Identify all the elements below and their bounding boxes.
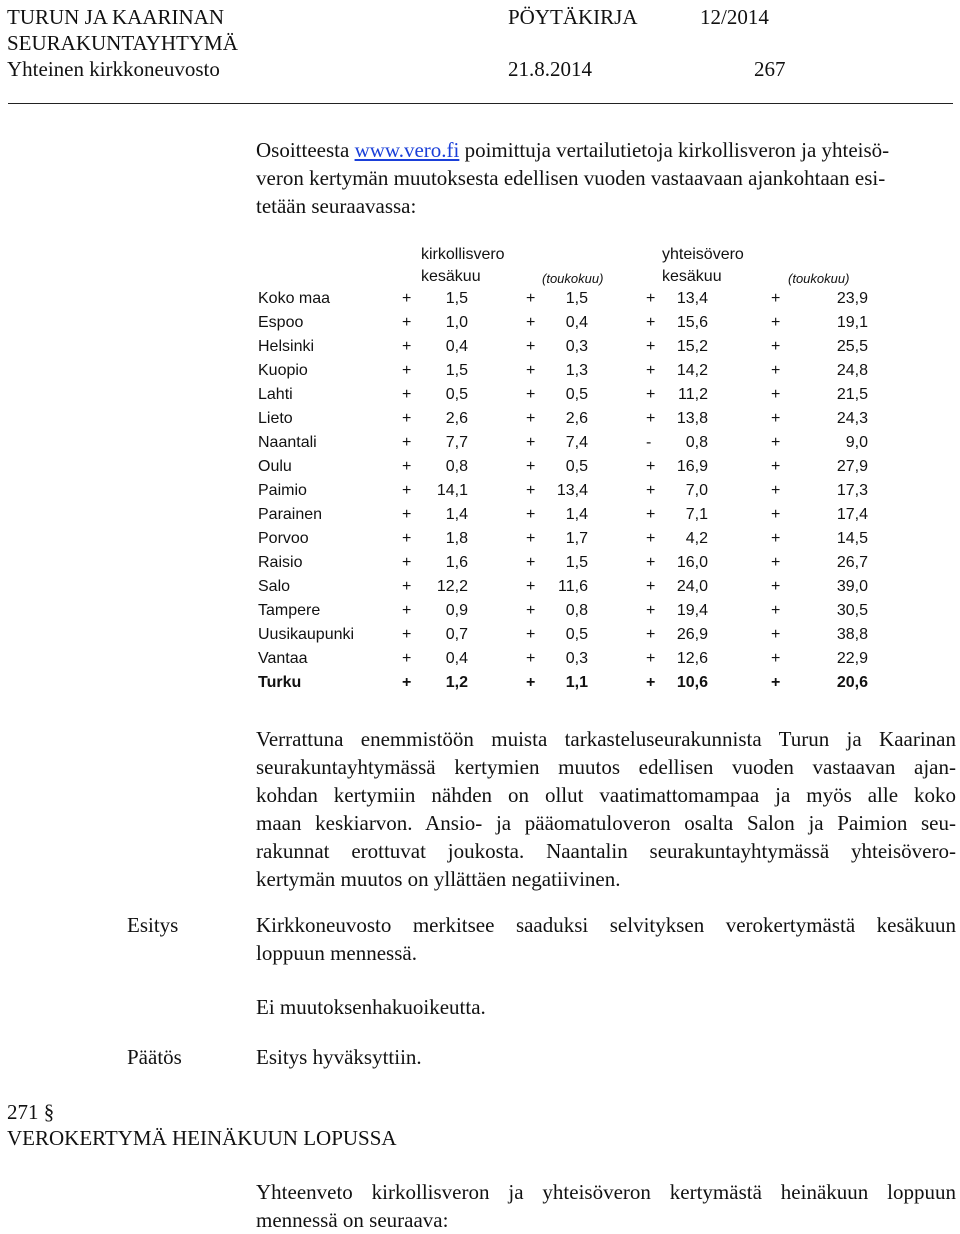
corporate-june-sign: + <box>646 530 656 547</box>
table-row <box>258 554 878 578</box>
church-may-sign: + <box>526 290 536 307</box>
church-may-value: 11,6 <box>558 578 588 595</box>
church-may-sign: + <box>526 530 536 547</box>
church-june-sign: + <box>402 578 412 595</box>
church-may-sign: + <box>526 434 536 451</box>
row-municipality: Oulu <box>258 458 292 475</box>
corporate-may-sign: + <box>771 626 781 643</box>
church-may-sign: + <box>526 578 536 595</box>
header-church-june: kesäkuu <box>421 268 481 285</box>
table-row <box>258 482 878 506</box>
church-june-value: 0,8 <box>445 458 468 475</box>
summary-line2: mennessä on seuraava: <box>256 1208 449 1232</box>
table-row <box>258 434 878 458</box>
row-municipality: Lahti <box>258 386 293 403</box>
church-may-sign: + <box>526 458 536 475</box>
corporate-june-value: 16,0 <box>676 554 708 571</box>
church-june-value: 0,4 <box>445 338 468 355</box>
corporate-june-sign: + <box>646 458 656 475</box>
church-june-sign: + <box>402 650 412 667</box>
church-may-value: 1,4 <box>565 506 588 523</box>
church-june-sign: + <box>402 506 412 523</box>
row-municipality: Helsinki <box>258 338 315 355</box>
corporate-june-value: 7,0 <box>685 482 708 499</box>
table-row <box>258 506 878 530</box>
corporate-may-value: 22,9 <box>836 650 868 667</box>
church-may-value: 1,1 <box>565 674 588 691</box>
corporate-may-sign: + <box>771 434 781 451</box>
row-municipality: Lieto <box>258 410 293 427</box>
meeting-body: Yhteinen kirkkoneuvosto <box>7 57 220 81</box>
church-june-sign: + <box>402 482 412 499</box>
page-number: 267 <box>754 57 786 81</box>
church-june-value: 7,7 <box>445 434 468 451</box>
intro-line2: veron kertymän muutoksesta edellisen vuoden vastaavaan ajankohtaan esi- <box>256 166 886 190</box>
row-municipality: Turku <box>258 674 302 691</box>
table-row <box>258 362 878 386</box>
intro-line3: tetään seuraavassa: <box>256 194 417 218</box>
church-may-value: 0,4 <box>565 314 588 331</box>
church-may-sign: + <box>526 674 536 691</box>
section-mark: § <box>43 1100 55 1124</box>
corporate-june-value: 12,6 <box>676 650 708 667</box>
organization-name-line1: TURUN JA KAARINAN <box>7 5 225 29</box>
summary-line1: Yhteenveto kirkollisveron ja yhteisöveron kertymästä heinäkuun loppuun <box>256 1180 956 1204</box>
corporate-may-sign: + <box>771 554 781 571</box>
corporate-june-value: 13,4 <box>676 290 708 307</box>
row-municipality: Raisio <box>258 554 303 571</box>
corporate-june-sign: + <box>646 386 656 403</box>
row-municipality: Koko maa <box>258 290 331 307</box>
church-may-value: 0,5 <box>565 458 588 475</box>
table-row <box>258 386 878 410</box>
church-may-sign: + <box>526 386 536 403</box>
church-may-sign: + <box>526 338 536 355</box>
church-may-sign: + <box>526 602 536 619</box>
church-june-value: 0,5 <box>445 386 468 403</box>
corporate-june-value: 0,8 <box>685 434 708 451</box>
church-june-value: 0,7 <box>445 626 468 643</box>
corporate-june-sign: + <box>646 338 656 355</box>
church-june-sign: + <box>402 386 412 403</box>
church-may-value: 2,6 <box>565 410 588 427</box>
corporate-may-value: 24,8 <box>836 362 868 379</box>
corporate-june-value: 24,0 <box>676 578 708 595</box>
corporate-may-value: 27,9 <box>836 458 868 475</box>
comparison-line: rakunnat erottuvat joukosta. Naantalin seurakuntayhtymässä yhteisövero- <box>256 839 956 863</box>
church-may-sign: + <box>526 554 536 571</box>
church-june-value: 1,0 <box>445 314 468 331</box>
corporate-may-value: 39,0 <box>836 578 868 595</box>
section-title: VEROKERTYMÄ HEINÄKUUN LOPUSSA <box>7 1126 397 1150</box>
intro-line1-rest: poimittuja vertailutietoja kirkollisveron ja yhteisö- <box>459 138 890 162</box>
esitys-label: Esitys <box>127 913 179 937</box>
church-may-value: 0,5 <box>565 386 588 403</box>
church-june-sign: + <box>402 626 412 643</box>
corporate-june-sign: + <box>646 554 656 571</box>
vero-link[interactable]: www.vero.fi <box>354 138 460 162</box>
corporate-june-sign: + <box>646 626 656 643</box>
corporate-may-value: 26,7 <box>836 554 868 571</box>
row-municipality: Naantali <box>258 434 317 451</box>
comparison-paragraph <box>256 725 956 893</box>
church-may-value: 1,7 <box>565 530 588 547</box>
corporate-may-value: 20,6 <box>836 674 868 691</box>
corporate-june-sign: + <box>646 314 656 331</box>
church-june-sign: + <box>402 314 412 331</box>
row-municipality: Porvoo <box>258 530 309 547</box>
church-june-sign: + <box>402 674 412 691</box>
church-june-sign: + <box>402 530 412 547</box>
corporate-june-sign: + <box>646 410 656 427</box>
corporate-june-value: 16,9 <box>676 458 708 475</box>
corporate-june-value: 26,9 <box>676 626 708 643</box>
table-row <box>258 530 878 554</box>
corporate-may-sign: + <box>771 386 781 403</box>
table-row <box>258 338 878 362</box>
section-number: 271 <box>7 1100 39 1124</box>
row-municipality: Tampere <box>258 602 321 619</box>
church-may-value: 7,4 <box>565 434 588 451</box>
corporate-may-sign: + <box>771 410 781 427</box>
corporate-may-value: 21,5 <box>836 386 868 403</box>
appeal-note: Ei muutoksenhakuoikeutta. <box>256 995 486 1019</box>
corporate-june-sign: + <box>646 362 656 379</box>
corporate-may-sign: + <box>771 578 781 595</box>
corporate-may-value: 17,3 <box>836 482 868 499</box>
table-row <box>258 626 878 650</box>
church-june-sign: + <box>402 338 412 355</box>
summary-paragraph <box>256 1178 956 1234</box>
church-june-sign: + <box>402 362 412 379</box>
row-municipality: Uusikaupunki <box>258 626 355 643</box>
church-june-value: 1,8 <box>445 530 468 547</box>
corporate-june-sign: + <box>646 674 656 691</box>
row-municipality: Salo <box>258 578 291 595</box>
church-june-value: 1,5 <box>445 290 468 307</box>
tax-comparison-table <box>258 246 878 698</box>
church-june-value: 0,4 <box>445 650 468 667</box>
church-may-value: 13,4 <box>556 482 588 499</box>
table-row <box>258 458 878 482</box>
corporate-may-value: 19,1 <box>836 314 868 331</box>
intro-prefix: Osoitteesta <box>256 138 355 162</box>
corporate-june-value: 19,4 <box>676 602 708 619</box>
church-june-sign: + <box>402 290 412 307</box>
section-heading-number <box>7 1098 54 1126</box>
esitys-line2: loppuun mennessä. <box>256 941 417 965</box>
corporate-may-sign: + <box>771 338 781 355</box>
comparison-line: Verrattuna enemmistöön muista tarkasteluseurakunnista Turun ja Kaarinan <box>256 727 956 751</box>
corporate-june-value: 4,2 <box>685 530 708 547</box>
church-june-value: 12,2 <box>436 578 468 595</box>
corporate-june-value: 7,1 <box>685 506 708 523</box>
header-corporate-tax: yhteisövero <box>662 246 744 263</box>
corporate-may-value: 24,3 <box>836 410 868 427</box>
row-municipality: Parainen <box>258 506 323 523</box>
table-row <box>258 410 878 434</box>
header-corporate-june: kesäkuu <box>662 268 722 285</box>
comparison-line: kohdan kertymiin nähden on ollut vaatimattomampaa ja myös alle koko <box>256 783 956 807</box>
corporate-may-sign: + <box>771 362 781 379</box>
corporate-june-sign: + <box>646 650 656 667</box>
church-june-value: 14,1 <box>436 482 468 499</box>
paatos-label: Päätös <box>127 1045 182 1069</box>
corporate-june-sign: + <box>646 482 656 499</box>
table-row <box>258 290 878 314</box>
corporate-may-value: 9,0 <box>845 434 868 451</box>
corporate-may-sign: + <box>771 650 781 667</box>
church-may-sign: + <box>526 626 536 643</box>
corporate-may-sign: + <box>771 506 781 523</box>
document-number: 12/2014 <box>700 5 769 29</box>
corporate-june-sign: + <box>646 578 656 595</box>
corporate-may-sign: + <box>771 602 781 619</box>
row-municipality: Kuopio <box>258 362 308 379</box>
table-row <box>258 650 878 674</box>
table-row <box>258 602 878 626</box>
corporate-june-sign: - <box>646 434 652 451</box>
church-may-sign: + <box>526 650 536 667</box>
church-may-sign: + <box>526 482 536 499</box>
document-type: PÖYTÄKIRJA <box>508 5 638 29</box>
church-june-value: 1,5 <box>445 362 468 379</box>
corporate-may-value: 25,5 <box>836 338 868 355</box>
church-june-value: 1,6 <box>445 554 468 571</box>
corporate-may-sign: + <box>771 458 781 475</box>
church-may-value: 0,8 <box>565 602 588 619</box>
paatos-text: Esitys hyväksyttiin. <box>256 1045 422 1069</box>
church-may-value: 1,5 <box>565 290 588 307</box>
intro-paragraph <box>256 136 956 220</box>
corporate-may-value: 14,5 <box>836 530 868 547</box>
church-june-value: 2,6 <box>445 410 468 427</box>
church-may-value: 0,5 <box>565 626 588 643</box>
organization-name-line2: SEURAKUNTAYHTYMÄ <box>7 31 238 55</box>
esitys-text <box>256 911 956 967</box>
comparison-line: maan keskiarvon. Ansio- ja pääomatuloveron osalta Salon ja Paimion seu- <box>256 811 956 835</box>
row-municipality: Paimio <box>258 482 307 499</box>
table-row <box>258 578 878 602</box>
header-corporate-may: (toukokuu) <box>788 271 850 286</box>
church-may-value: 0,3 <box>565 650 588 667</box>
corporate-june-value: 14,2 <box>676 362 708 379</box>
church-may-value: 1,3 <box>565 362 588 379</box>
corporate-june-sign: + <box>646 290 656 307</box>
church-june-value: 1,2 <box>445 674 468 691</box>
corporate-may-sign: + <box>771 290 781 307</box>
church-may-value: 1,5 <box>565 554 588 571</box>
table-body <box>258 290 878 698</box>
church-june-sign: + <box>402 434 412 451</box>
corporate-june-sign: + <box>646 602 656 619</box>
comparison-line: seurakuntayhtymässä kertymien muutos edellisen vuoden vastaavan ajan- <box>256 755 956 779</box>
church-may-sign: + <box>526 410 536 427</box>
church-june-value: 1,4 <box>445 506 468 523</box>
row-municipality: Vantaa <box>258 650 308 667</box>
church-june-sign: + <box>402 458 412 475</box>
corporate-june-value: 15,2 <box>676 338 708 355</box>
corporate-june-value: 15,6 <box>676 314 708 331</box>
comparison-line: kertymän muutos on yllättäen negatiivinen. <box>256 867 621 891</box>
church-may-value: 0,3 <box>565 338 588 355</box>
corporate-may-value: 30,5 <box>836 602 868 619</box>
church-may-sign: + <box>526 314 536 331</box>
corporate-may-value: 38,8 <box>836 626 868 643</box>
meeting-date: 21.8.2014 <box>508 57 592 81</box>
church-june-sign: + <box>402 410 412 427</box>
table-row <box>258 314 878 338</box>
header-church-may: (toukokuu) <box>542 271 604 286</box>
corporate-may-sign: + <box>771 674 781 691</box>
church-may-sign: + <box>526 362 536 379</box>
esitys-line1: Kirkkoneuvosto merkitsee saaduksi selvityksen verokertymästä kesäkuun <box>256 913 956 937</box>
corporate-may-value: 23,9 <box>836 290 868 307</box>
church-june-value: 0,9 <box>445 602 468 619</box>
corporate-may-sign: + <box>771 482 781 499</box>
church-june-sign: + <box>402 602 412 619</box>
table-row <box>258 674 878 698</box>
corporate-june-value: 11,2 <box>678 386 708 403</box>
corporate-may-value: 17,4 <box>836 506 868 523</box>
church-june-sign: + <box>402 554 412 571</box>
church-may-sign: + <box>526 506 536 523</box>
corporate-may-sign: + <box>771 314 781 331</box>
header-church-tax: kirkollisvero <box>421 246 505 263</box>
corporate-june-sign: + <box>646 506 656 523</box>
corporate-june-value: 10,6 <box>676 674 708 691</box>
corporate-june-value: 13,8 <box>676 410 708 427</box>
corporate-may-sign: + <box>771 530 781 547</box>
header-divider <box>8 103 953 104</box>
row-municipality: Espoo <box>258 314 304 331</box>
